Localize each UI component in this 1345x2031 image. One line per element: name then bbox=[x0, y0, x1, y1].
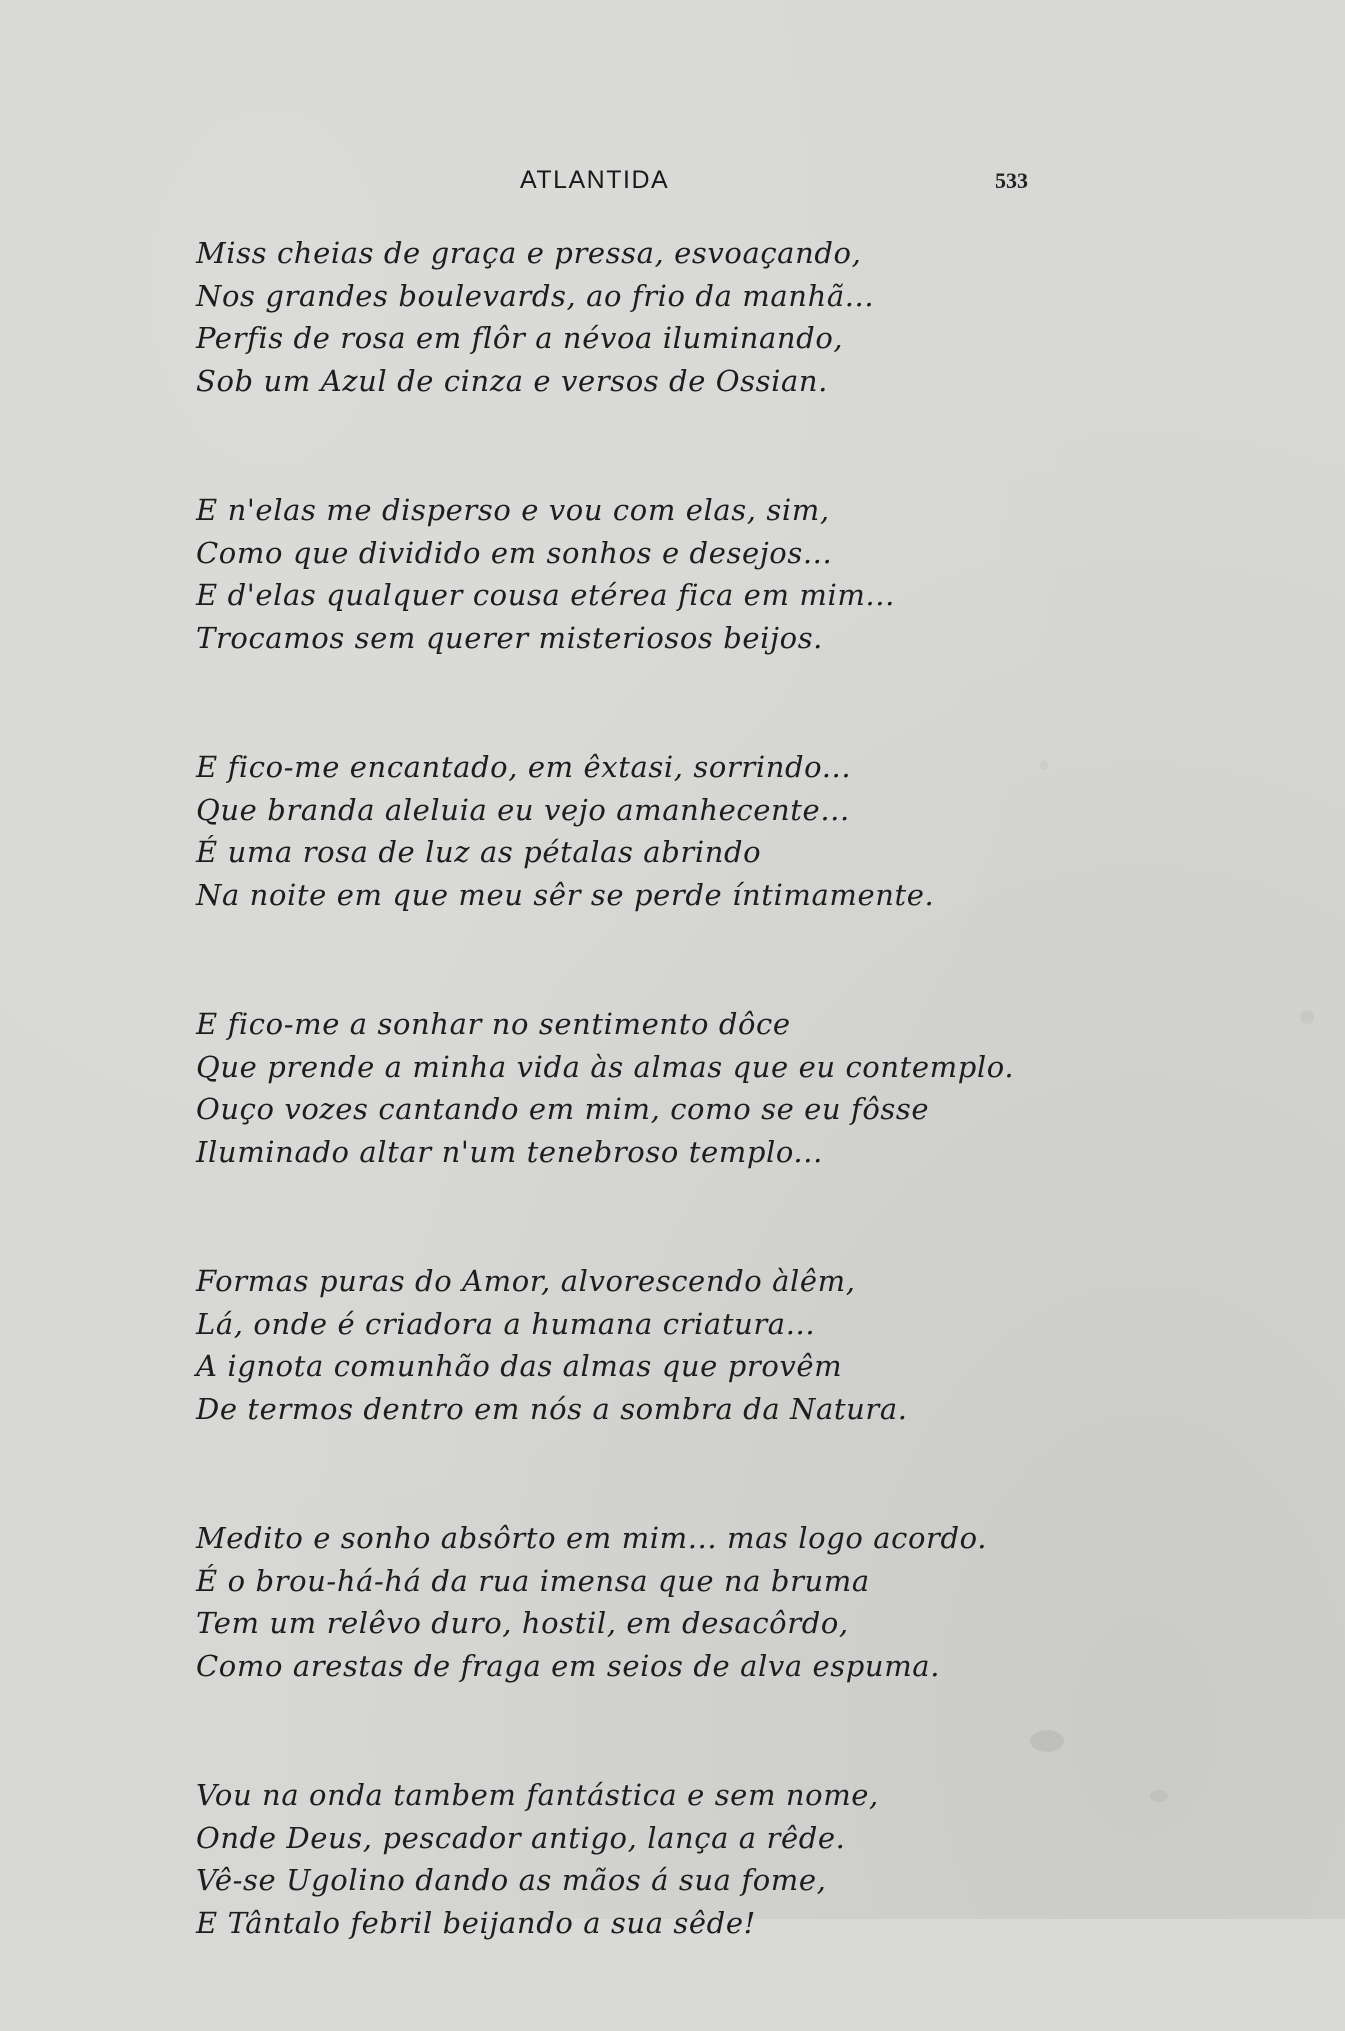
verse-line: Vou na onda tambem fantástica e sem nome, bbox=[196, 1778, 879, 1812]
verse-line: Ouço vozes cantando em mim, como se eu fôsse bbox=[196, 1092, 930, 1126]
running-title: ATLANTIDA bbox=[520, 166, 670, 194]
verse-line: É uma rosa de luz as pétalas abrindo bbox=[196, 835, 762, 869]
verse-line: Como arestas de fraga em seios de alva espuma. bbox=[196, 1648, 941, 1683]
verse-line: Nos grandes boulevards, ao frio da manhã... bbox=[196, 278, 875, 313]
running-header bbox=[200, 166, 1040, 200]
verse-line: E fico-me a sonhar no sentimento dôce bbox=[196, 1007, 791, 1041]
verse-line: Sob um Azul de cinza e versos de Ossian. bbox=[196, 363, 828, 398]
verse-line: Lá, onde é criadora a humana criatura... bbox=[196, 1306, 816, 1341]
verse-line: Como que dividido em sonhos e desejos... bbox=[196, 535, 833, 570]
verse-line: Miss cheias de graça e pressa, esvoaçando, bbox=[196, 236, 862, 270]
verse-line: Perfis de rosa em flôr a névoa iluminando, bbox=[196, 321, 844, 355]
stanza-4 bbox=[196, 1003, 1096, 1173]
verse-line: Formas puras do Amor, alvorescendo àlêm, bbox=[196, 1264, 856, 1298]
stanza-2 bbox=[196, 489, 1096, 659]
verse-line: E Tântalo febril beijando a sua sêde! bbox=[196, 1905, 756, 1940]
verse-line: Na noite em que meu sêr se perde íntimamente. bbox=[196, 877, 935, 912]
stanza-1 bbox=[196, 232, 1096, 402]
stanza-6 bbox=[196, 1517, 1096, 1687]
paper-speck bbox=[1030, 1730, 1064, 1752]
verse-line: E d'elas qualquer cousa etérea fica em mim... bbox=[196, 578, 895, 612]
verse-line: Trocamos sem querer misteriosos beijos. bbox=[196, 620, 823, 655]
paper-speck bbox=[1150, 1790, 1168, 1802]
verse-line: E fico-me encantado, em êxtasi, sorrindo... bbox=[196, 750, 852, 784]
verse-line: Que branda aleluia eu vejo amanhecente... bbox=[196, 792, 850, 827]
verse-line: Iluminado altar n'um tenebroso templo... bbox=[196, 1134, 823, 1169]
verse-line: Vê-se Ugolino dando as mãos á sua fome, bbox=[196, 1863, 827, 1897]
verse-line: E n'elas me disperso e vou com elas, sim, bbox=[196, 493, 830, 527]
verse-line: Tem um relêvo duro, hostil, em desacôrdo, bbox=[196, 1606, 849, 1640]
verse-line: De termos dentro em nós a sombra da Natura. bbox=[196, 1391, 908, 1426]
verse-line: Que prende a minha vida às almas que eu contemplo. bbox=[196, 1049, 1015, 1084]
stanza-3 bbox=[196, 746, 1096, 916]
verse-line: Medito e sonho absôrto em mim... mas logo acordo. bbox=[196, 1521, 988, 1555]
paper-speck bbox=[1300, 1010, 1314, 1024]
verse-line: É o brou-há-há da rua imensa que na bruma bbox=[196, 1563, 870, 1598]
poem bbox=[196, 232, 1096, 2031]
verse-line: A ignota comunhão das almas que provêm bbox=[196, 1349, 843, 1383]
page-number: 533 bbox=[995, 168, 1028, 193]
paper-speck bbox=[1040, 760, 1048, 770]
stanza-5 bbox=[196, 1260, 1096, 1430]
verse-line: Onde Deus, pescador antigo, lança a rêde. bbox=[196, 1820, 846, 1855]
